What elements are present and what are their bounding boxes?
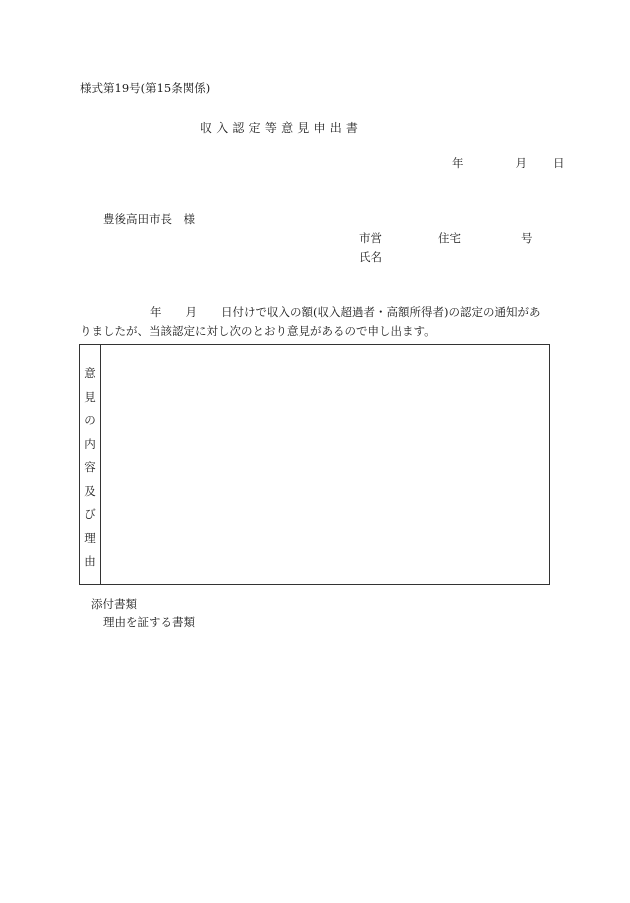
addressee: 豊後高田市長 様 <box>103 212 195 226</box>
attachment-item: 理由を証する書類 <box>103 615 195 629</box>
opinion-content-area[interactable] <box>101 345 549 584</box>
opinion-label-char: 由 <box>84 554 96 568</box>
applicant-name-label: 氏名 <box>359 250 382 264</box>
attachments-heading: 添付書類 <box>91 597 137 611</box>
applicant-address-line <box>359 230 533 246</box>
opinion-label-char: 意 <box>84 366 96 380</box>
body-text-rest: 日付けで収入の額(収入超過者・高額所得者)の認定の通知があ <box>221 305 541 319</box>
date-line <box>452 155 565 171</box>
date-year-label: 年 <box>452 156 464 170</box>
date-day-label: 日 <box>553 156 565 170</box>
number-label: 号 <box>521 231 533 245</box>
body-text-line-2: りましたが、当該認定に対し次のとおり意見があるので申し出ます。 <box>80 324 436 338</box>
opinion-label-column <box>80 345 101 584</box>
opinion-label-char: 見 <box>84 390 96 404</box>
opinion-label-char: の <box>84 413 96 427</box>
body-year-label: 年 <box>150 305 162 319</box>
opinion-label-char: 及 <box>84 484 96 498</box>
address-label: 市営 <box>359 231 382 245</box>
document-title: 収 入 認 定 等 意 見 申 出 書 <box>200 121 359 135</box>
opinion-label-char: び <box>84 507 96 521</box>
opinion-box <box>79 344 550 585</box>
date-month-label: 月 <box>515 156 527 170</box>
opinion-label-char: 容 <box>84 460 96 474</box>
form-number: 様式第19号(第15条関係) <box>80 81 211 95</box>
body-text-line-1 <box>150 304 540 320</box>
body-month-label: 月 <box>185 305 197 319</box>
opinion-label-char: 内 <box>84 437 96 451</box>
opinion-label-char: 理 <box>84 531 96 545</box>
house-label: 住宅 <box>438 231 461 245</box>
